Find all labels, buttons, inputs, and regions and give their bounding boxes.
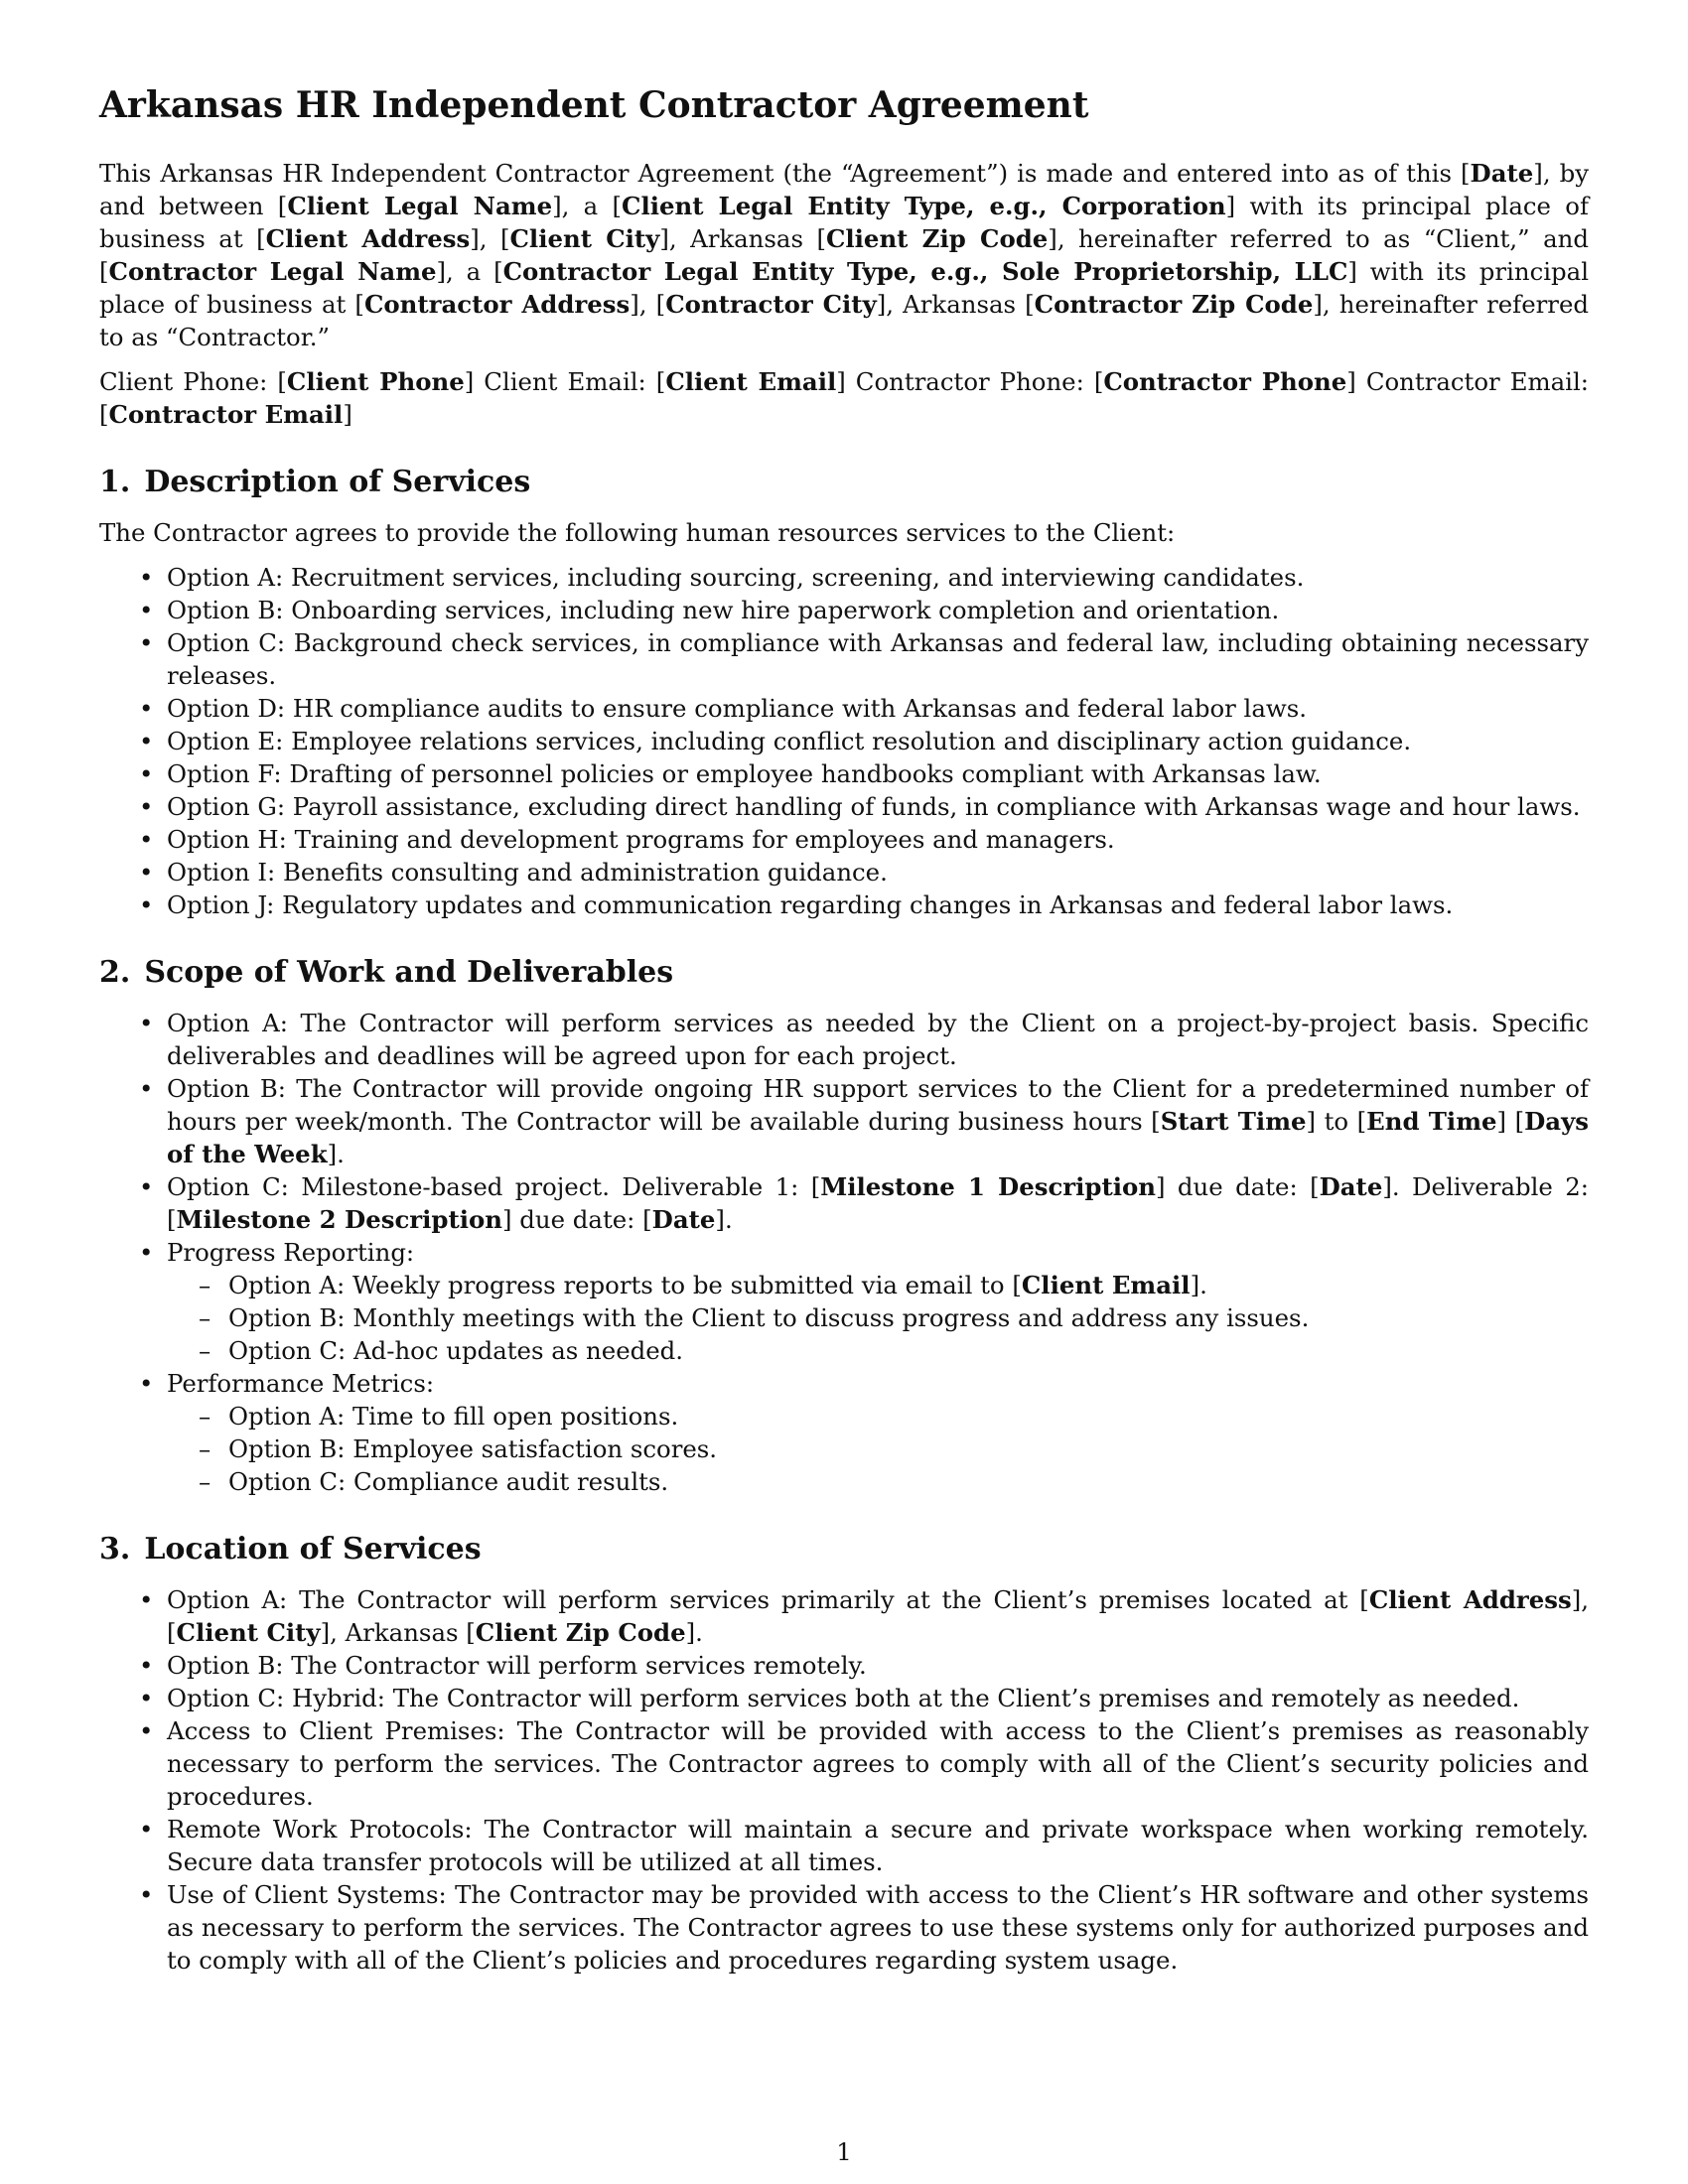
text-run: Option B: The Contractor will perform services remotely. [167, 1651, 867, 1681]
list-item-text [167, 628, 1589, 690]
list-item-text [167, 694, 1307, 723]
text-run: ], hereinafter referred to as “Client,” and [ [99, 224, 1589, 287]
list-item-text [167, 792, 1581, 821]
list-item [99, 1367, 1589, 1498]
placeholder-field: Date [1470, 159, 1534, 189]
sub-list-item [167, 1433, 1589, 1465]
placeholder-field: Date [651, 1205, 716, 1235]
text-run: ] [343, 400, 352, 430]
text-run: Use of Client Systems: The Contractor may be provided with access to the Client’s HR software and other systems as necessary to perform the services. The Contractor agrees to use these systems only for authorized purposes and to comply with all of the Client’s policies and procedures regarding system usage. [167, 1880, 1589, 1976]
text-run: Option C: Milestone-based project. Deliverable 1: [ [167, 1172, 821, 1202]
placeholder-field: Contractor City [665, 290, 877, 320]
list-item [99, 1813, 1589, 1878]
list-item-text [167, 1651, 867, 1680]
placeholder-field: Client Address [265, 224, 471, 254]
list-item [99, 1714, 1589, 1813]
section-title: Scope of Work and Deliverables [144, 955, 674, 991]
list-item-text [167, 596, 1279, 624]
list-item [99, 1682, 1589, 1714]
intro-paragraph [99, 157, 1589, 353]
list-item [99, 888, 1589, 921]
text-run: Option A: The Contractor will perform services as needed by the Client on a project-by-project basis. Specific deliverables and deadlines will be agreed upon for each project. [167, 1009, 1589, 1071]
placeholder-field: Client Zip Code [825, 224, 1049, 254]
list-item-text [167, 727, 1411, 755]
bullet-list [99, 561, 1589, 921]
page-number: 1 [836, 2137, 852, 2166]
section-number: 2. [99, 955, 131, 991]
contact-paragraph [99, 365, 1589, 431]
list-item [99, 1072, 1589, 1170]
text-run: Option A: Weekly progress reports to be submitted via email to [ [228, 1271, 1022, 1300]
section-intro: The Contractor agrees to provide the following human resources services to the Client: [99, 518, 1176, 548]
text-run: Option F: Drafting of personnel policies or employee handbooks compliant with Arkansas law. [167, 759, 1322, 789]
list-item [99, 1007, 1589, 1072]
list-item-text [167, 1585, 1589, 1647]
text-run: ], hereinafter referred to as “Contractor.” [99, 290, 1590, 352]
list-item [99, 856, 1589, 888]
text-run: Remote Work Protocols: The Contractor will maintain a secure and private workspace when working remotely. Secure data transfer protocols will be utilized at all times. [167, 1815, 1589, 1877]
text-run: ], a [ [436, 257, 503, 287]
text-run: Option D: HR compliance audits to ensure compliance with Arkansas and federal labor laws. [167, 694, 1308, 724]
list-item-text [167, 1716, 1589, 1811]
sub-list-item [167, 1400, 1589, 1433]
list-item-text [167, 890, 1453, 919]
text-run: ], Arkansas [ [659, 224, 826, 254]
text-run: Client Phone: [ [99, 367, 287, 397]
text-run: ] due date: [ [502, 1205, 652, 1235]
text-run: Option A: Time to fill open positions. [228, 1402, 679, 1432]
placeholder-field: Contractor Legal Entity Type, e.g., Sole Proprietorship, LLC [502, 257, 1348, 287]
list-item [99, 725, 1589, 757]
sub-list-item [167, 1301, 1589, 1334]
section-title: Location of Services [144, 1532, 482, 1568]
section-heading [99, 465, 1589, 500]
list-item-text [167, 1074, 1589, 1168]
text-run: Option G: Payroll assistance, excluding direct handling of funds, in compliance with Arkansas wage and hour laws. [167, 792, 1581, 822]
list-item [99, 692, 1589, 725]
document-title: Arkansas HR Independent Contractor Agreement [99, 84, 1089, 126]
text-run: ]. [1190, 1271, 1207, 1300]
placeholder-field: Client Address [1368, 1585, 1572, 1615]
section-title: Description of Services [144, 465, 531, 500]
text-run: ] Contractor Phone: [ [836, 367, 1104, 397]
placeholder-field: Client Legal Entity Type, e.g., Corporation [622, 192, 1226, 221]
section-heading [99, 1532, 1589, 1568]
text-run: ]. [685, 1618, 703, 1648]
text-run: ], Arkansas [ [876, 290, 1035, 320]
text-run: Option A: Recruitment services, including sourcing, screening, and interviewing candidates. [167, 563, 1305, 593]
placeholder-field: Client Email [1021, 1271, 1191, 1300]
text-run: ] Client Email: [ [464, 367, 666, 397]
placeholder-field: Milestone 2 Description [176, 1205, 503, 1235]
text-run: Access to Client Premises: The Contractor will be provided with access to the Client’s premises as reasonably necessary to perform the services. The Contractor agrees to comply with all of the Client’s security policies and procedures. [167, 1716, 1589, 1812]
list-item [99, 561, 1589, 594]
text-run: ]. [327, 1140, 345, 1169]
document-page [99, 84, 1589, 1977]
text-run: ] with its principal place of business at [ [99, 257, 1589, 320]
text-run: ]. Deliverable 2: [ [167, 1172, 1589, 1235]
text-run: Option B: The Contractor will provide ongoing HR support services to the Client for a predetermined number of hours per week/month. The Contractor will be available during business hours [ [167, 1074, 1589, 1137]
placeholder-field: Client City [509, 224, 660, 254]
sub-list-item [167, 1465, 1589, 1498]
text-run: ], [ [167, 1585, 1589, 1648]
list-item [99, 626, 1589, 692]
list-item-text [167, 1880, 1589, 1975]
text-run: Option C: Hybrid: The Contractor will perform services both at the Client’s premises and remotely as needed. [167, 1684, 1520, 1713]
text-run: Option C: Compliance audit results. [228, 1467, 669, 1497]
list-item [99, 594, 1589, 626]
placeholder-field: Contractor Legal Name [108, 257, 437, 287]
text-run: Option B: Monthly meetings with the Client to discuss progress and address any issues. [228, 1303, 1310, 1333]
text-run: This Arkansas HR Independent Contractor Agreement (the “Agreement”) is made and entered into as of this [ [99, 159, 1471, 189]
placeholder-field: Client Email [665, 367, 837, 397]
text-run: ], [ [630, 290, 666, 320]
placeholder-field: Client Legal Name [287, 192, 553, 221]
sub-list-item [167, 1269, 1589, 1301]
list-item [99, 757, 1589, 790]
placeholder-field: Start Time [1160, 1107, 1307, 1137]
bullet-list [99, 1007, 1589, 1498]
section-number: 1. [99, 465, 131, 500]
list-item-text [167, 1009, 1589, 1070]
placeholder-field: Client City [176, 1618, 321, 1648]
list-item [99, 790, 1589, 823]
text-run: Option A: The Contractor will perform services primarily at the Client’s premises located at [ [167, 1585, 1369, 1615]
placeholder-field: Contractor Address [363, 290, 631, 320]
section-number: 3. [99, 1532, 131, 1568]
list-item-text [167, 1172, 1589, 1234]
text-run: ] with its principal place of business at [ [99, 192, 1589, 254]
placeholder-field: Date [1319, 1172, 1383, 1202]
text-run: Option C: Background check services, in compliance with Arkansas and federal law, including obtaining necessary releases. [167, 628, 1589, 691]
placeholder-field: Client Zip Code [475, 1618, 686, 1648]
placeholder-field: Contractor Zip Code [1034, 290, 1314, 320]
list-item-text [167, 759, 1322, 788]
list-item-text [167, 1238, 414, 1267]
list-item [99, 1236, 1589, 1367]
text-run: ] due date: [ [1156, 1172, 1320, 1202]
list-item [99, 1878, 1589, 1977]
bullet-list [99, 1583, 1589, 1977]
placeholder-field: End Time [1366, 1107, 1497, 1137]
text-run: ], by and between [ [99, 159, 1589, 221]
placeholder-field: Client Phone [286, 367, 465, 397]
text-run: Option B: Employee satisfaction scores. [228, 1434, 718, 1464]
text-run: Option I: Benefits consulting and administration guidance. [167, 858, 888, 887]
list-item-text [167, 1369, 434, 1398]
text-run: ], a [ [552, 192, 623, 221]
text-run: Option H: Training and development programs for employees and managers. [167, 825, 1115, 855]
list-item [99, 1170, 1589, 1236]
text-run: ], [ [470, 224, 510, 254]
list-item-text [167, 1684, 1519, 1712]
text-run: Option J: Regulatory updates and communication regarding changes in Arkansas and federal labor laws. [167, 890, 1454, 920]
placeholder-field: Contractor Phone [1103, 367, 1347, 397]
placeholder-field: Days of the Week [167, 1107, 1589, 1169]
section-heading [99, 955, 1589, 991]
placeholder-field: Contractor Email [108, 400, 344, 430]
text-run: ] Contractor Email: [ [99, 367, 1589, 430]
text-run: ], Arkansas [ [320, 1618, 476, 1648]
text-run: Performance Metrics: [167, 1369, 435, 1399]
text-run: Option E: Employee relations services, including conflict resolution and disciplinary action guidance. [167, 727, 1412, 756]
sub-list-item [167, 1334, 1589, 1367]
placeholder-field: Milestone 1 Description [820, 1172, 1157, 1202]
sections-container [99, 465, 1589, 1977]
sub-list [167, 1269, 1589, 1367]
list-item [99, 1649, 1589, 1682]
text-run: Option B: Onboarding services, including new hire paperwork completion and orientation. [167, 596, 1280, 625]
list-item-text [167, 1815, 1589, 1876]
text-run: ] to [ [1306, 1107, 1367, 1137]
text-run: Option C: Ad-hoc updates as needed. [228, 1336, 684, 1366]
text-run: ]. [715, 1205, 733, 1235]
list-item [99, 823, 1589, 856]
text-run: ] [ [1496, 1107, 1525, 1137]
list-item-text [167, 858, 888, 887]
list-item-text [167, 563, 1304, 592]
sub-list [167, 1400, 1589, 1498]
list-item-text [167, 825, 1115, 854]
text-run: Progress Reporting: [167, 1238, 415, 1268]
list-item [99, 1583, 1589, 1649]
